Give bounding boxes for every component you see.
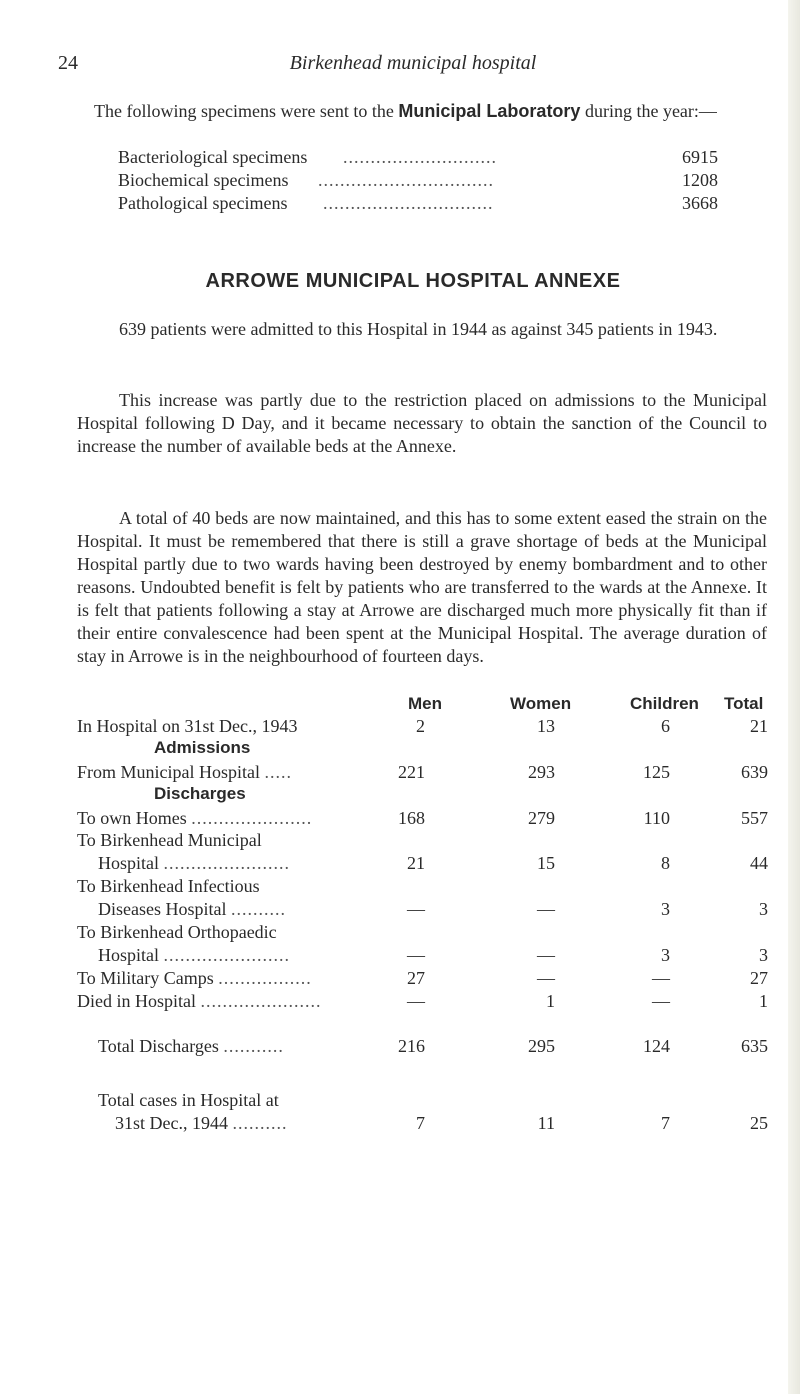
cell-total: 557	[741, 808, 768, 828]
cell-total: 1	[759, 991, 768, 1011]
intro-paragraph	[94, 100, 766, 123]
cell-children: 124	[643, 1036, 670, 1056]
cell-children: 3	[661, 945, 670, 965]
specimen-row	[118, 170, 718, 193]
cell-children: 8	[661, 853, 670, 873]
cell-women: 11	[537, 1113, 555, 1133]
cell-children: 125	[643, 762, 670, 782]
row-label: Total cases in Hospital at	[98, 1090, 279, 1110]
specimen-value: 6915	[682, 147, 718, 167]
cell-children: —	[652, 991, 670, 1011]
cell-men: —	[407, 991, 425, 1011]
section-heading: ARROWE MUNICIPAL HOSPITAL ANNEXE	[205, 270, 621, 292]
row-label: Total Discharges ...........	[98, 1036, 284, 1056]
lab-name: Municipal Laboratory	[398, 101, 581, 121]
cell-total: 27	[750, 968, 768, 988]
column-header-women: Women	[510, 694, 572, 713]
specimen-value: 1208	[682, 170, 718, 190]
cell-women: —	[537, 945, 555, 965]
row-label: Died in Hospital ......................	[77, 991, 322, 1011]
cell-children: 7	[661, 1113, 670, 1133]
cell-women: —	[537, 968, 555, 988]
intro-text-after: during the year:—	[580, 101, 717, 121]
cell-women: 293	[528, 762, 555, 782]
cell-total: 3	[759, 945, 768, 965]
cell-women: 13	[537, 716, 555, 736]
row-label: In Hospital on 31st Dec., 1943	[77, 716, 298, 736]
cell-women: 15	[537, 853, 555, 873]
section-admissions: Admissions	[154, 738, 251, 757]
row-label: To own Homes ......................	[77, 808, 313, 828]
row-label-cont: Hospital .......................	[98, 945, 290, 965]
cell-women: 295	[528, 1036, 555, 1056]
cell-men: 168	[398, 808, 425, 828]
specimen-label: Bacteriological specimens	[118, 147, 308, 167]
row-label-cont: Diseases Hospital ..........	[98, 899, 286, 919]
cell-total: 25	[750, 1113, 768, 1133]
cell-children: 110	[643, 808, 670, 828]
specimen-value: 3668	[682, 193, 718, 213]
specimen-row	[118, 193, 718, 216]
cell-men: —	[407, 899, 425, 919]
cell-men: —	[407, 945, 425, 965]
page-header	[58, 52, 768, 92]
cell-children: 6	[661, 716, 670, 736]
specimen-label: Pathological specimens	[118, 193, 288, 213]
row-label: To Birkenhead Municipal	[77, 830, 262, 850]
column-header-total: Total	[724, 694, 764, 713]
leader-dots: ............................	[343, 147, 497, 167]
row-label-cont: Hospital .......................	[98, 853, 290, 873]
page-edge	[788, 0, 800, 1394]
cell-children: 3	[661, 899, 670, 919]
cell-men: 21	[407, 853, 425, 873]
column-header-men: Men	[408, 694, 442, 713]
row-label: To Birkenhead Orthopaedic	[77, 922, 277, 942]
row-label: From Municipal Hospital .....	[77, 762, 292, 782]
cell-women: 279	[528, 808, 555, 828]
cell-women: —	[537, 899, 555, 919]
cell-total: 635	[741, 1036, 768, 1056]
leader-dots: ...............................	[323, 193, 494, 213]
specimen-label: Biochemical specimens	[118, 170, 289, 190]
cell-men: 2	[416, 716, 425, 736]
paragraph-beds: A total of 40 beds are now maintained, and this has to some extent eased the strain on the Hospital. It must be remembered that there is still a grave shortage of beds at the Municipal Hospital partly due to two wards having been destroyed by enemy bombardment and to other reasons. Undoubted benefit is felt by patients who are transferred to the wards at the Annexe. It is felt that patients following a stay at Arrowe are discharged much more physically fit than if their entire convalescence had been spent at the Municipal Hospital. The average duration of stay in Arrowe is in the neighbourhood of fourteen days.	[77, 508, 767, 666]
paragraph-increase: This increase was partly due to the restriction placed on admissions to the Municipal Hospital following D Day, and it became necessary to obtain the sanction of the Council to increase the number of available beds at the Annexe.	[77, 390, 767, 456]
running-title: Birkenhead municipal hospital	[289, 52, 537, 74]
page-number: 24	[58, 52, 78, 74]
cell-women: 1	[546, 991, 555, 1011]
cell-total: 3	[759, 899, 768, 919]
cell-men: 27	[407, 968, 425, 988]
cell-total: 639	[741, 762, 768, 782]
cell-men: 216	[398, 1036, 425, 1056]
cell-total: 21	[750, 716, 768, 736]
cell-total: 44	[750, 853, 768, 873]
row-label: To Birkenhead Infectious	[77, 876, 260, 896]
column-header-children: Children	[630, 694, 699, 713]
cell-children: —	[652, 968, 670, 988]
cell-men: 221	[398, 762, 425, 782]
row-label: To Military Camps .................	[77, 968, 312, 988]
section-discharges: Discharges	[154, 784, 246, 803]
row-label-cont: 31st Dec., 1944 ..........	[115, 1113, 288, 1133]
specimen-row	[118, 147, 718, 170]
cell-men: 7	[416, 1113, 425, 1133]
paragraph-admissions: 639 patients were admitted to this Hospital in 1944 as against 345 patients in 1943.	[119, 319, 718, 339]
intro-text-before: The following specimens were sent to the	[94, 101, 399, 121]
leader-dots: ................................	[318, 170, 494, 190]
